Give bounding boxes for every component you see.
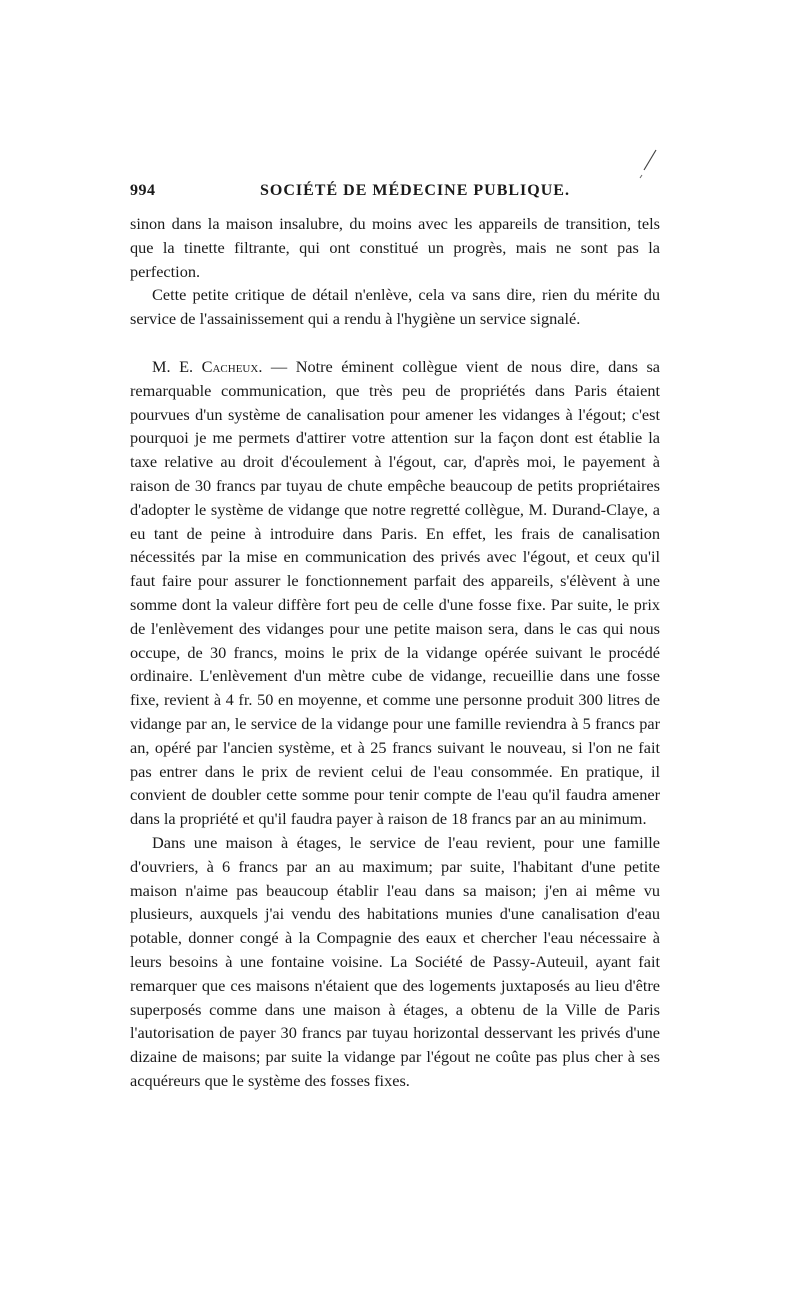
speech-text: . — Notre éminent collègue vient de nous dire, dans sa remarquable communication, que très peu de propriétés dans Paris étaient pourvues d'un système de canalisation pour amener les vidanges à l'égout; c'est pourquoi je me permets d'attirer votre attention sur la façon dont est établie la taxe relative au droit d'écoulement à l'égout, car, d'après moi, le payement à raison de 30 francs par tuyau de chute empêche beaucoup de petits propriétaires d'adopter le système de vidange que notre regretté collègue, M. Durand-Claye, a eu tant de peine à introduire dans Paris. En effet, les frais de canalisation nécessités par la mise en communication des privés avec l'égout, et ceux qu'il faut faire pour assurer le fonctionnement parfait des appareils, s'élèvent à une somme dont la valeur diffère fort peu de celle d'une fosse fixe. Par suite, le prix de l'enlèvement des vidanges pour une petite maison sera, dans le cas qui nous occupe, de 30 francs, moins le prix de la vidange opérée suivant le procédé ordinaire. L'enlèvement d'un mètre cube de vidange, recueillie dans une fosse fixe, revient à 4 fr. 50 en moyenne, et comme une personne produit 300 litres de vidange par an, le service de la vidange pour une famille reviendra à 5 francs par an, opéré par l'ancien système, et à 25 francs suivant le nouveau, si l'on ne fait pas entrer dans le prix de revient celui de l'eau consommée. En pratique, il convient de doubler cette somme pour tenir compte de l'eau qu'il faudra amener dans la propriété et qu'il faudra payer à raison de 18 francs par an au minimum.: [130, 356, 661, 829]
page-number: 994: [130, 182, 156, 199]
speaker-prefix: M. E.: [152, 356, 202, 376]
pencil-mark-icon: [636, 148, 660, 182]
paragraph: Cette petite critique de détail n'enlève, cela va sans dire, rien du mérite du service de l'assainissement qui a rendu à l'hygiène un service signalé.: [130, 285, 660, 329]
running-title: SOCIÉTÉ DE MÉDECINE PUBLIQUE.: [260, 182, 570, 199]
paragraph: sinon dans la maison insalubre, du moins avec les appareils de transition, tels que la tinette filtrante, qui ont constitué un progrès, mais ne sont pas la perfection.: [130, 214, 660, 281]
paragraph: Dans une maison à étages, le service de l'eau revient, pour une famille d'ouvriers, à 6 francs par an au maximum; par suite, l'habitant d'une petite maison n'aime pas beaucoup établir l'eau dans sa maison; j'en ai même vu plusieurs, auxquels j'ai vendu des habitations munies d'une canalisation d'eau potable, donner congé à la Compagnie des eaux et chercher l'eau nécessaire à leurs besoins à une fontaine voisine. La Société de Passy-Auteuil, ayant fait remarquer que ces maisons n'étaient que des logements juxtaposés au lieu d'être superposés comme dans une maison à étages, a obtenu de la Ville de Paris l'autorisation de payer 30 francs par tuyau horizontal desservant les privés d'une dizaine de maisons; par suite la vidange par l'égout ne coûte pas plus cher à ses acquéreurs que le système des fosses fixes.: [130, 832, 660, 1090]
page-header: [130, 182, 660, 208]
speaker-name: Cacheux: [201, 356, 259, 376]
body-text: [130, 212, 660, 1093]
paragraph-speech: [130, 355, 660, 831]
